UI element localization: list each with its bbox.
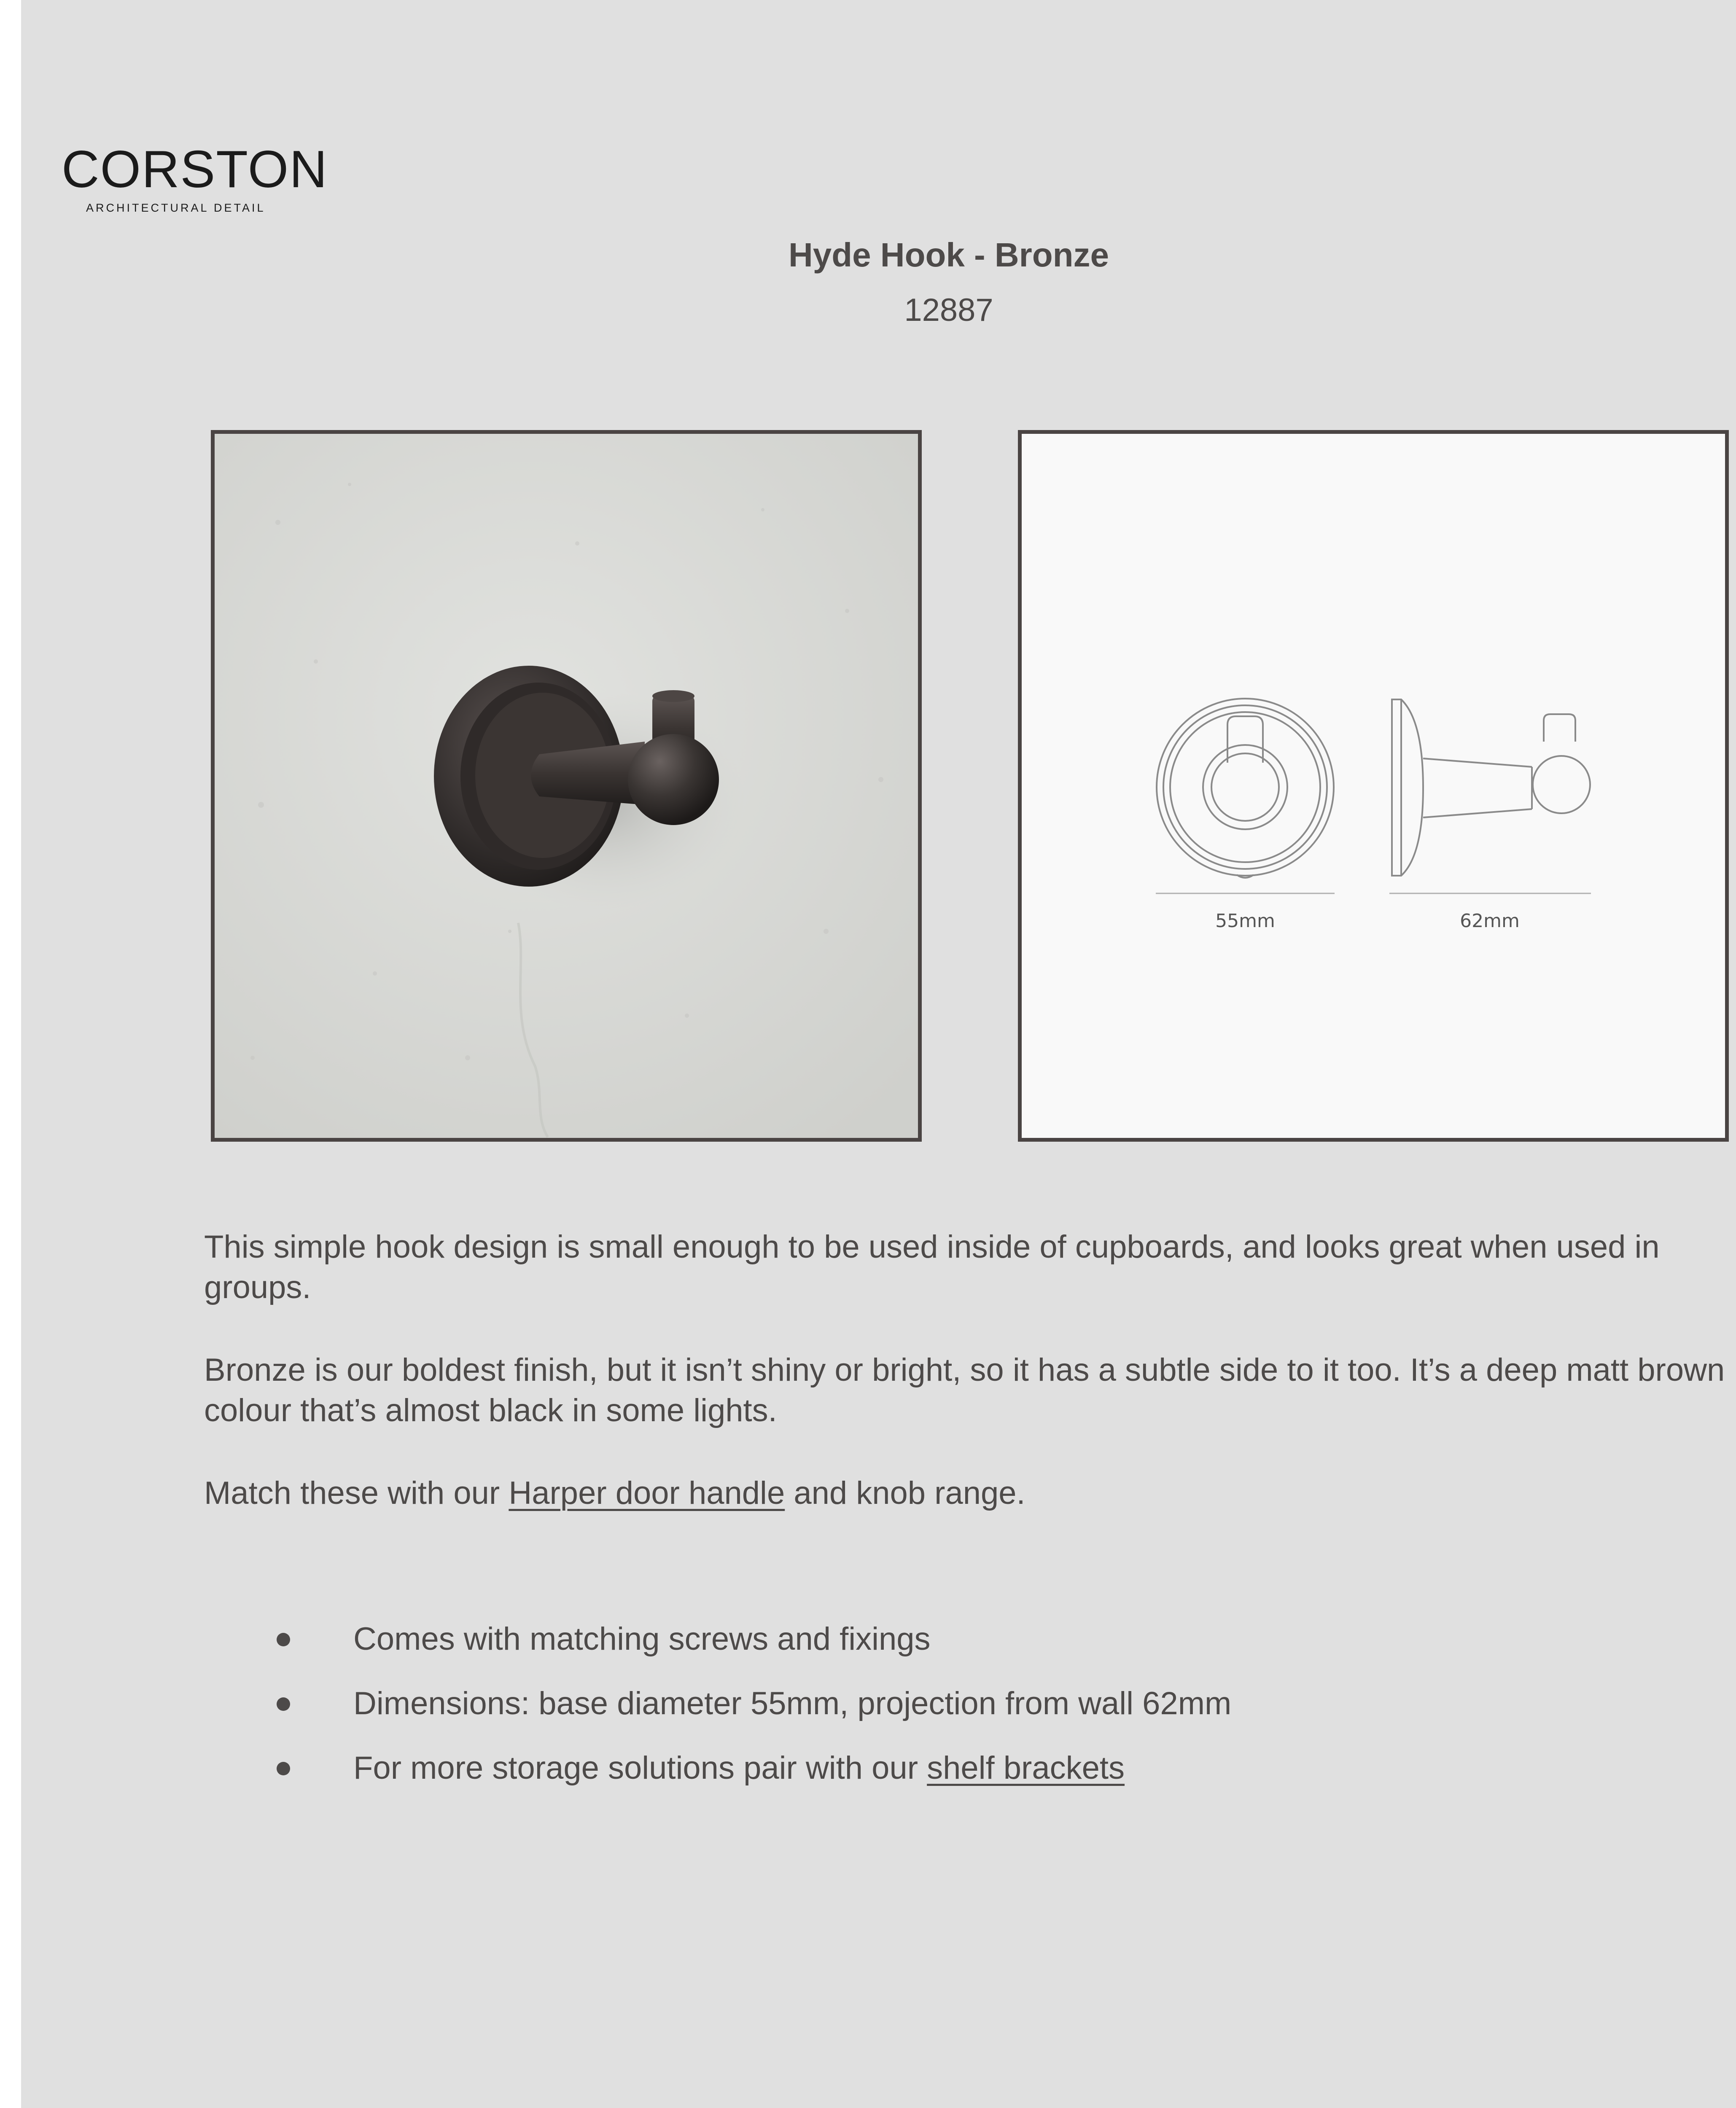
brand-logo (62, 140, 328, 219)
description-text: and knob range. (785, 1475, 1025, 1511)
hook-dimension-drawing (1022, 434, 1725, 1138)
feature-item (204, 1683, 1736, 1748)
product-title: Hyde Hook - Bronze (788, 236, 1109, 274)
brand-name: CORSTON (62, 140, 328, 199)
side-dimension-label: 62mm (1460, 910, 1520, 932)
feature-item (204, 1748, 1736, 1812)
product-photo (211, 430, 922, 1142)
description-paragraph: This simple hook design is small enough to be used inside of cupboards, and looks great when used in groups. (204, 1229, 1660, 1305)
harper-door-handle-link[interactable]: Harper door handle (509, 1475, 785, 1511)
feature-item (204, 1619, 1736, 1683)
spec-sheet (21, 0, 1736, 2108)
bronze-hook-photo (215, 434, 918, 1138)
description-paragraph: Bronze is our boldest finish, but it isn’t shiny or bright, so it has a subtle side to it too. It’s a deep matt brown colour that’s almost black in some lights. (204, 1352, 1725, 1428)
bullet-icon (277, 1762, 290, 1775)
description-text: Match these with our (204, 1475, 509, 1511)
feature-list (204, 1619, 1736, 1812)
product-description (204, 1227, 1736, 1556)
bullet-icon (277, 1697, 290, 1711)
feature-text: For more storage solutions pair with our (353, 1750, 927, 1786)
description-paragraph (204, 1473, 1736, 1514)
feature-text: Dimensions: base diameter 55mm, projection from wall 62mm (353, 1686, 1232, 1721)
bullet-icon (277, 1633, 290, 1646)
brand-tagline: ARCHITECTURAL DETAIL (86, 202, 266, 214)
shelf-brackets-link[interactable]: shelf brackets (927, 1750, 1125, 1786)
feature-text: Comes with matching screws and fixings (353, 1621, 931, 1657)
front-dimension-label: 55mm (1215, 910, 1275, 932)
technical-drawing (1018, 430, 1729, 1142)
product-sku: 12887 (904, 292, 993, 328)
